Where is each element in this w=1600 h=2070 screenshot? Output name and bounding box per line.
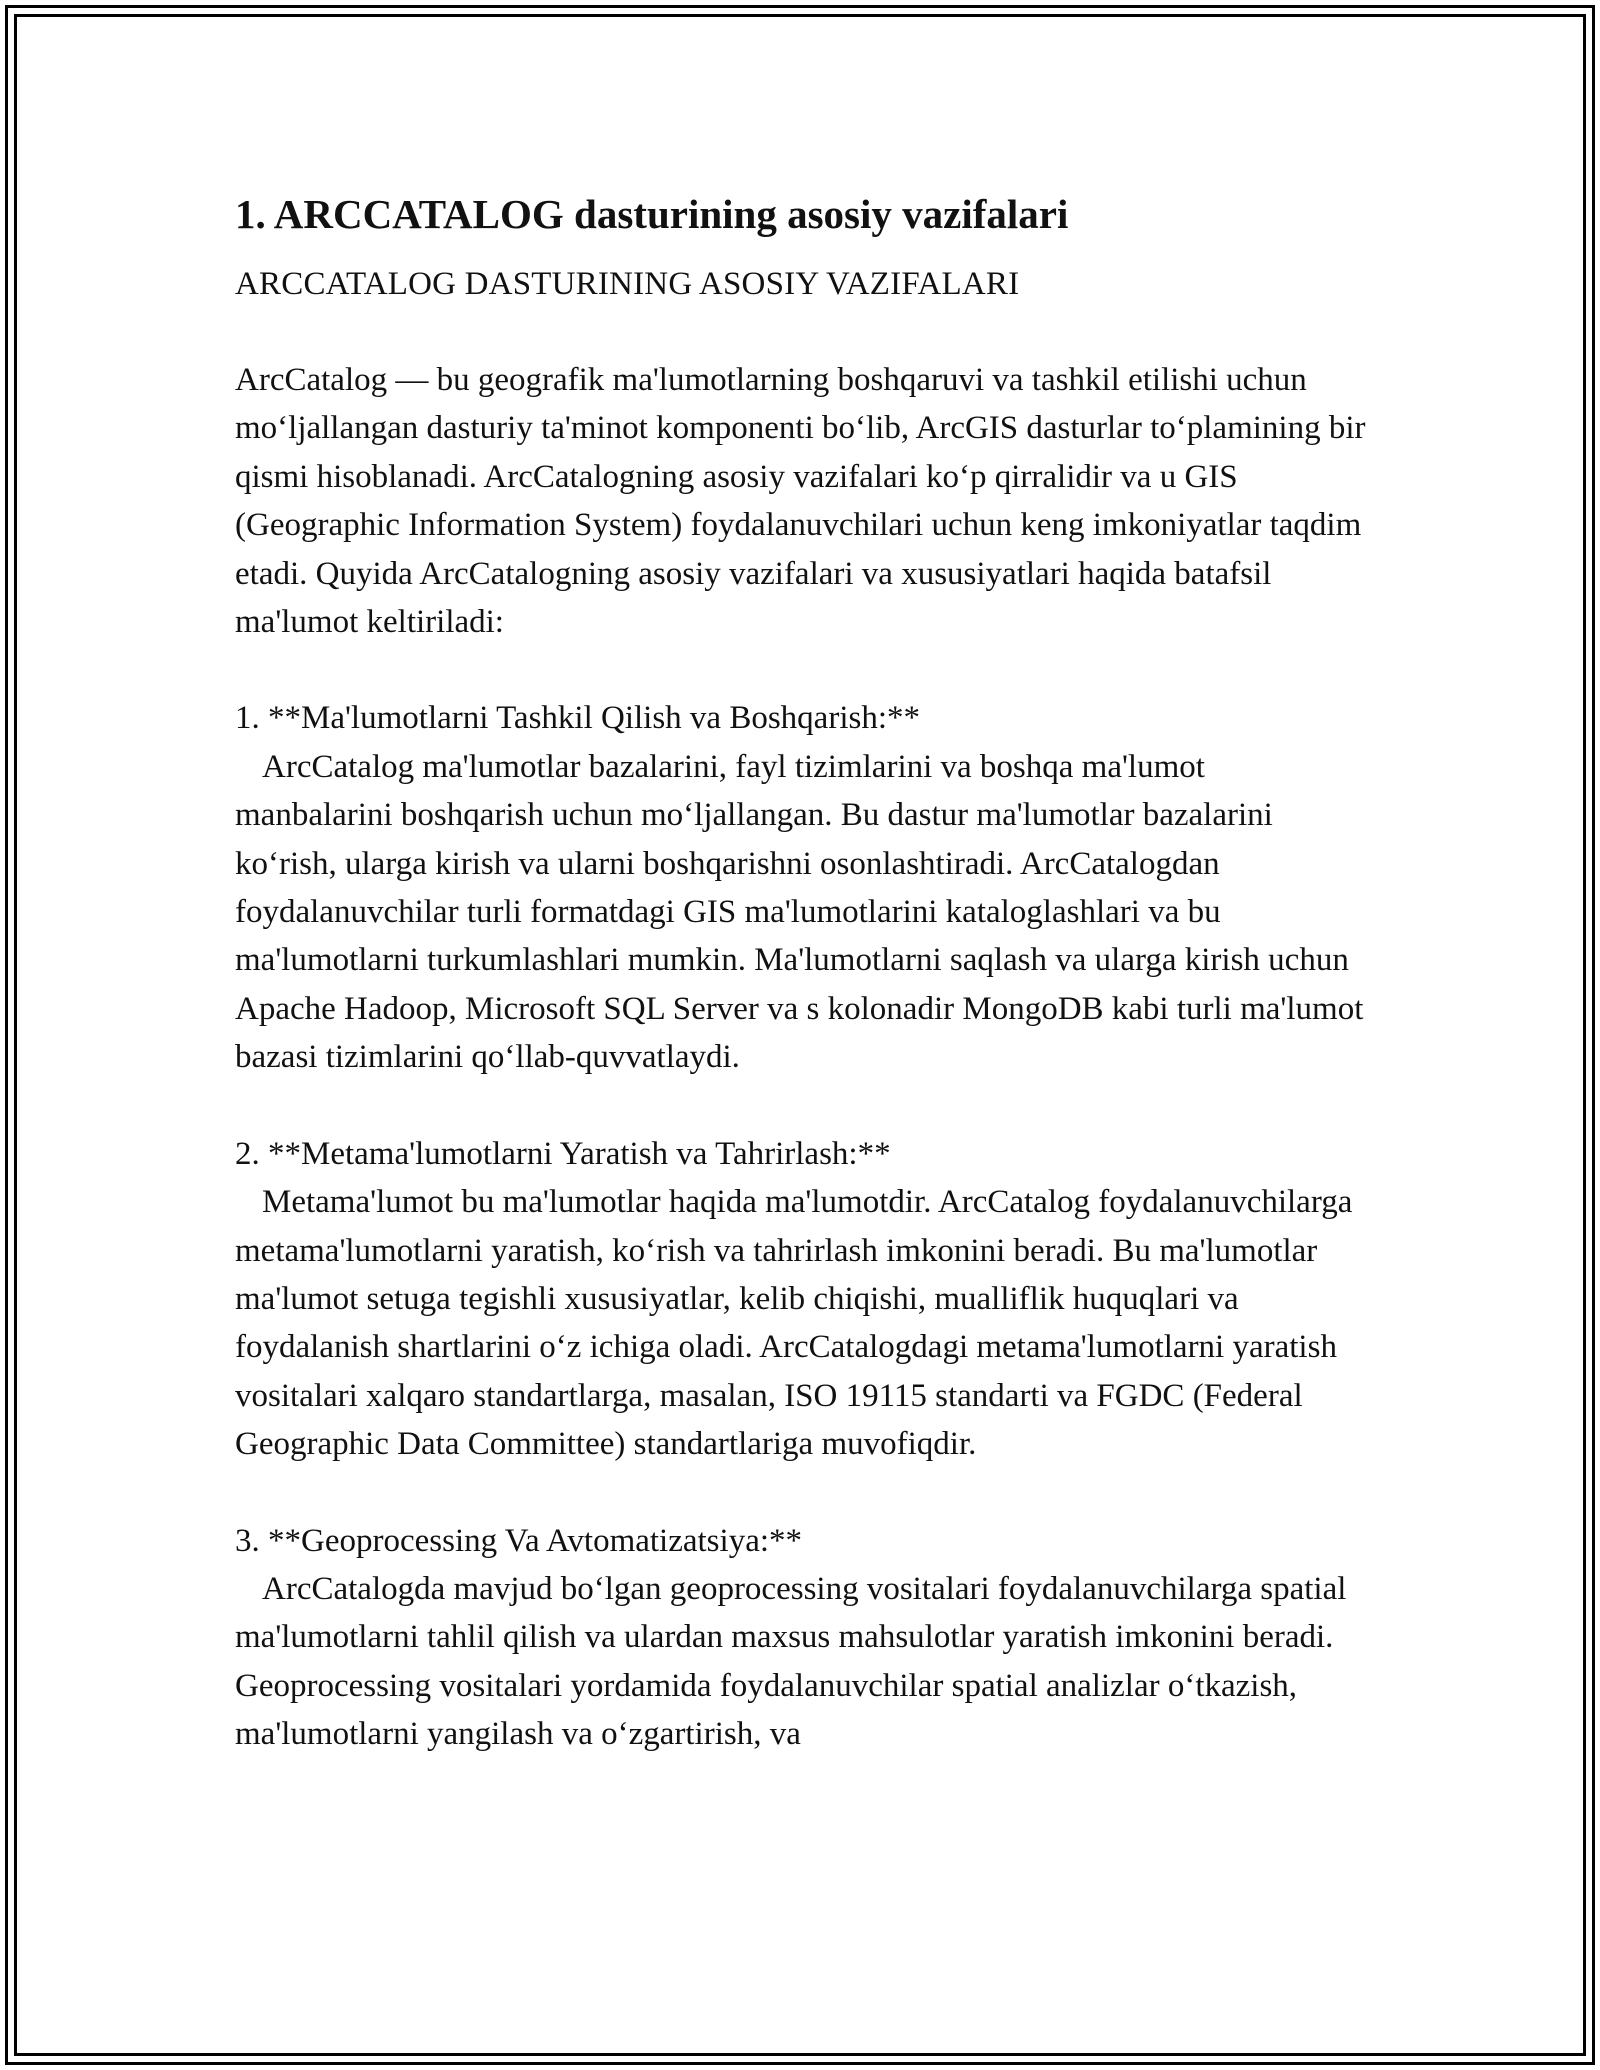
section-2 — [235, 1130, 1370, 1469]
section-body: ArcCatalog ma'lumotlar bazalarini, fayl tizimlarini va boshqa ma'lumot manbalarini boshqarish uchun mo‘ljallangan. Bu dastur ma'lumotlar bazalarini ko‘rish, ularga kirish va ularni boshqarishni osonlashtiradi. ArcCatalogdan foydalanuvchilar turli formatdagi GIS ma'lumotlarini kataloglashlari va bu ma'lumotlarni turkumlashlari mumkin. Ma'lumotlarni saqlash va ularga kirish uchun Apache Hadoop, Microsoft SQL Server va s kolonadir MongoDB kabi turli ma'lumot bazasi tizimlarini qo‘llab-quvvatlaydi. — [235, 748, 1364, 1076]
section-heading: 3. **Geoprocessing Va Avtomatizatsiya:** — [235, 1522, 803, 1559]
section-3 — [235, 1517, 1370, 1759]
section-1 — [235, 694, 1370, 1081]
intro-paragraph: ArcCatalog — bu geografik ma'lumotlarning boshqaruvi va tashkil etilishi uchun mo‘ljallangan dasturiy ta'minot komponenti bo‘lib, ArcGIS dasturlar to‘plamining bir qismi hisoblanadi. ArcCatalogning asosiy vazifalari ko‘p qirralidir va u GIS (Geographic Information System) foydalanuvchilari uchun keng imkoniyatlar taqdim etadi. Quyida ArcCatalogning asosiy vazifalari va xususiyatlari haqida batafsil ma'lumot keltiriladi: — [235, 362, 1366, 641]
section-heading: 2. **Metama'lumotlarni Yaratish va Tahrirlash:** — [235, 1135, 891, 1172]
section-body: Metama'lumot bu ma'lumotlar haqida ma'lumotdir. ArcCatalog foydalanuvchilarga metama'lumotlarni yaratish, ko‘rish va tahrirlash imkonini beradi. Bu ma'lumotlar ma'lumot setuga tegishli xususiyatlar, kelib chiqishi, mualliflik huquqlari va foydalanish shartlarini o‘z ichiga oladi. ArcCatalogdagi metama'lumotlarni yaratish vositalari xalqaro standartlarga, masalan, ISO 19115 standarti va FGDC (Federal Geographic Data Committee) standartlariga muvofiqdir. — [235, 1184, 1353, 1463]
document-content — [235, 183, 1370, 1759]
section-body: ArcCatalogda mavjud bo‘lgan geoprocessing vositalari foydalanuvchilarga spatial ma'lumotlarni tahlil qilish va ulardan maxsus mahsulotlar yaratish imkonini beradi. Geoprocessing vositalari yordamida foydalanuvchilar spatial analizlar o‘tkazish, ma'lumotlarni yangilash va o‘zgartirish, va — [235, 1570, 1347, 1753]
document-subtitle: ARCCATALOG DASTURINING ASOSIY VAZIFALARI — [235, 266, 1020, 302]
section-heading: 1. **Ma'lumotlarni Tashkil Qilish va Boshqarish:** — [235, 700, 920, 737]
document-title: 1. ARCCATALOG dasturining asosiy vazifalari — [235, 191, 1069, 237]
